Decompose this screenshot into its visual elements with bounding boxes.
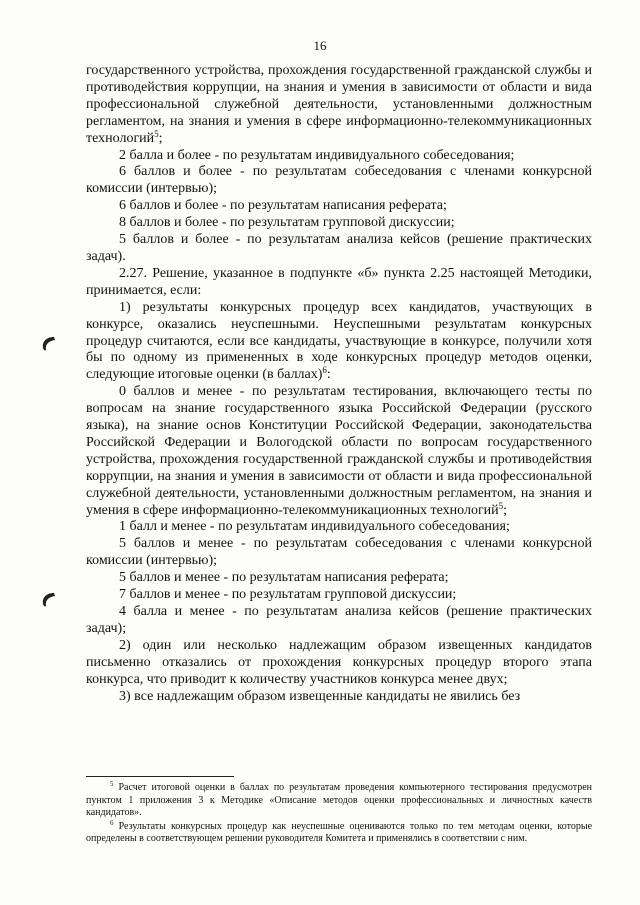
footnote-mark: 6: [110, 818, 114, 827]
footnote: $^6$ Результаты конкурсных процедур как неуспешные оцениваются только по тем методам оценки, которые определены в соответствующем решении руководителя Комитета и применялись в соответствии с ним.: [86, 818, 593, 845]
paragraph: 5 баллов и менее - по результатам собеседования с членами конкурсной комиссии (интервью);: [86, 536, 592, 569]
paragraph: 2 балла и более - по результатам индивидуального собеседования;: [119, 147, 515, 163]
footnotes: [86, 782, 592, 847]
hole-punch-mark-icon: [40, 590, 58, 610]
footnote-separator: [86, 776, 234, 777]
paragraph: 1) результаты конкурсных процедур всех кандидатов, участвующих в конкурсе, оказались неуспешными. Неуспешными результатам конкурсных процедур считаются, если все кандидаты, участвующие в конкурсе, получили хотя бы по одному из примененных в ходе конкурсных процедур методов оценки, следующие итоговые оценки (в баллах)$^6$:: [86, 299, 592, 383]
page-number: 16: [313, 38, 327, 53]
paragraph: 1 балл и менее - по результатам индивидуального собеседования;: [119, 519, 510, 535]
paragraph: 2.27. Решение, указанное в подпункте «б» пункта 2.25 настоящей Методики, принимается, если:: [86, 265, 592, 298]
footnote-ref: 5: [154, 128, 159, 139]
paragraph: 5 баллов и менее - по результатам написания реферата;: [119, 570, 449, 586]
paragraph: 3) все надлежащим образом извещенные кандидаты не явились без: [119, 688, 521, 704]
body-text: [86, 63, 592, 705]
footnote-ref: 6: [322, 365, 327, 376]
paragraph: 4 балла и менее - по результатам анализа кейсов (решение практических задач);: [86, 604, 592, 636]
footnote-mark: 5: [110, 780, 114, 788]
paragraph: 7 баллов и менее - по результатам групповой дискуссии;: [119, 587, 457, 603]
footnote: $^5$ Расчет итоговой оценки в баллах по результатам проведения компьютерного тестирования предусмотрен пунктом 1 приложения 3 к Методике «Описание методов оценки профессиональных и личностных качеств кандидатов».: [86, 780, 592, 819]
paragraph: 5 баллов и более - по результатам анализа кейсов (решение практических задач).: [86, 232, 592, 264]
footnote-ref: 5: [498, 500, 504, 511]
paragraph: государственного устройства, прохождения государственной гражданской службы и противодействия коррупции, на знания и умения в зависимости от области и вида профессиональной служебной деятельности, установленными должностным регламентом, на знания и умения в сфере информационно-телекоммуникационных технологий$^5$;: [86, 63, 592, 146]
hole-punch-mark-icon: [40, 334, 58, 354]
paragraph: 6 баллов и более - по результатам собеседования с членами конкурсной комиссии (интервью);: [86, 164, 592, 197]
paragraph: 2) один или несколько надлежащим образом извещенных кандидатов письменно отказались от прохождения конкурсных процедур второго этапа конкурса, что приводит к количеству участников конкурса менее двух;: [86, 637, 592, 687]
paragraph: 6 баллов и более - по результатам написания реферата;: [119, 198, 447, 214]
paragraph: 0 баллов и менее - по результатам тестирования, включающего тесты по вопросам на знание государственного языка Российской Федерации (русского языка), на знание основ Конституции Российской Федерации, законодательства Российской Федерации и Вологодской области по вопросам государственного устройства, прохождения государственной гражданской службы и противодействия коррупции, на знания и умения в зависимости от области и вида профессиональной служебной деятельности, установленными должностным регламентом, на знания и умения в сфере информационно-телекоммуникационных технологий$^5$;: [86, 384, 592, 518]
paragraph: 8 баллов и более - по результатам групповой дискуссии;: [119, 215, 455, 231]
